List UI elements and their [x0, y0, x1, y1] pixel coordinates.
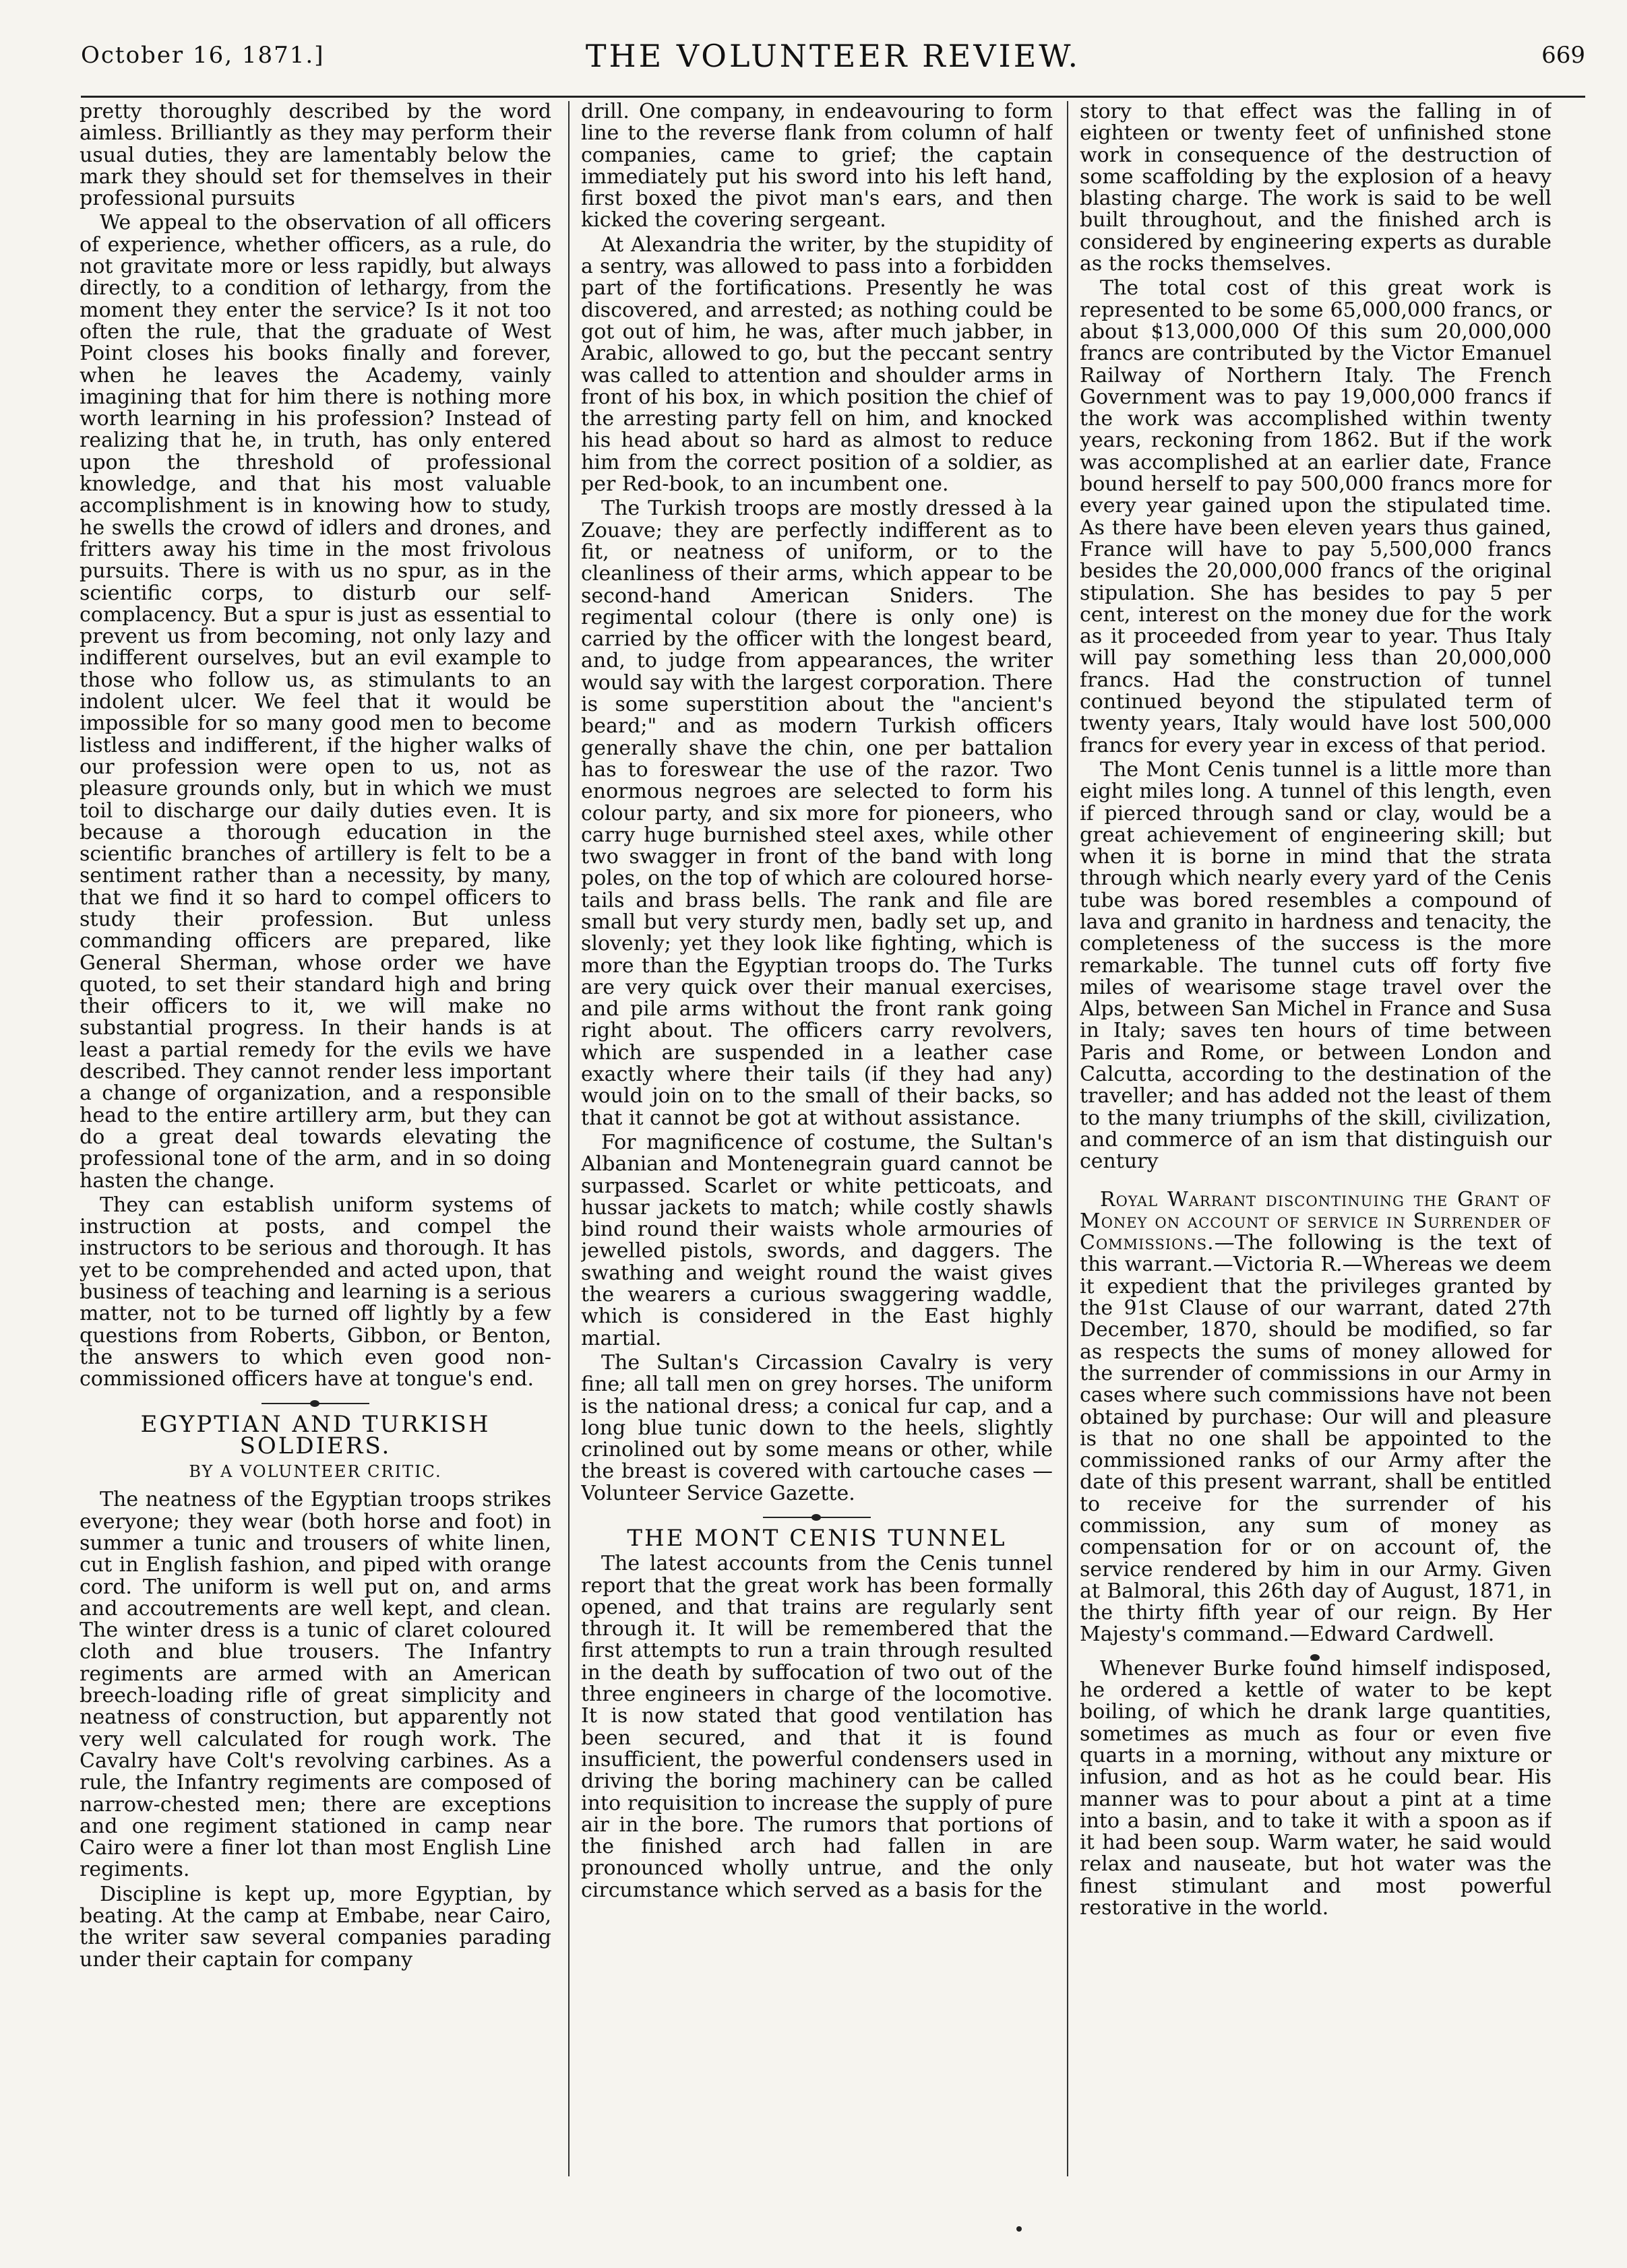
warrant-text: —The following is the text of this warrant.—Victoria R.—Whereas we deem it expedient that the privileges granted by the 91st Clause of our warrant, dated 27th December, 1870, should be modified, so far as respects the sums of money allowed for the surrender of commissions in our Army in cases where such commissions have not been obtained by purchase: Our will and pleasure is that no one shall be appointed to the commissioned ranks of our Army after the date of this present warrant, shall be entitled to receive for the surrender of his commission, any sum of money as compensation for or on account of, the service rendered by him in our Army. Given at Balmoral, this 26th day of August, 1871, in the thirty fifth year of our reign. By Her Majesty's command.—Edward Cardwell.	[1080, 1231, 1552, 1647]
column-3	[1080, 101, 1552, 2176]
article-heading: THE MONT CENIS TUNNEL	[627, 1525, 1007, 1552]
paragraph	[1080, 1189, 1552, 1646]
paragraph: The latest accounts from the Cenis tunnel report that the great work has been formally opened, and that trains are regularly sent through it. It will be remembered that the first attempts to run a train through resulted in the death by suffocation of two out of the three engineers in charge of the locomotive. It is now stated that good ventilation has been secured, and that it is found insufficient, the powerful condensers used in driving the boring machinery can be called into requisition to increase the supply of pure air in the bore. The rumors that portions of the finished arch had fallen in are pronounced wholly untrue, and the only circumstance which served as a basis for the	[581, 1552, 1053, 1902]
publication-title: THE VOLUNTEER REVIEW.	[585, 38, 1081, 74]
paragraph: They can establish uniform systems of instruction at posts, and compel the instructors to be serious and thorough. It has yet to be comprehended and acted upon, that business of teaching and learning is a serious matter, not to be turned off lightly by a few questions from Roberts, Gibbon, or Benton, the answers to which even good non-commissioned officers have at tongue's end.	[80, 1193, 551, 1391]
article-byline: BY A VOLUNTEER CRITIC.	[189, 1462, 442, 1482]
section-divider	[262, 1403, 369, 1404]
paragraph: For magnificence of costume, the Sultan's Albanian and Montenegrain guard cannot be surpassed. Scarlet or white petticoats, and hussar jackets to match; while costly shawls bind round their waists whole armouries of jewelled pistols, swords, and daggers. The swathing and weight round the waist gives the wearers a curious swaggering waddle, which is considered in the East highly martial.	[581, 1130, 1053, 1350]
column-2	[581, 101, 1053, 2176]
paragraph: pretty thoroughly described by the word aimless. Brilliantly as they may perform their usual duties, they are lamentably below the mark they should set for themselves in their professional pursuits	[80, 101, 551, 211]
column-rule	[568, 101, 570, 2176]
paragraph: The total cost of this great work is represented to be some 65,000,000 francs, or about $13,000,000 Of this sum 20,000,000 francs are contributed by the Victor Emanuel Railway of Northern Italy. The French Government was to pay 19,000,000 francs if the work was accomplished within twenty years, reckoning from 1862. But if the work was accomplished at an earlier date, France bound herself to pay 500,000 francs more for every year gained upon the stipulated time. As there have been eleven years thus gained, France will have to pay 5,500,000 francs besides the 20,000,000 francs of the original stipulation. She has besides to pay 5 per cent, interest on the money due for the work as it proceeded from year to year. Thus Italy will pay something less than 20,000,000 francs. Had the construction of tunnel continued beyond the stipulated term of twenty years, Italy would have lost 500,000 francs for every year in excess of that period.	[1080, 276, 1552, 757]
warrant-heading: Royal Warrant discontinuing the Grant of Money on account of service in Surrender of Commissions.	[1080, 1187, 1552, 1255]
paragraph: The neatness of the Egyptian troops strikes everyone; they wear (both horse and foot) in summer a tunic and trousers of white linen, cut in English fashion, and piped with orange cord. The uniform is well put on, and arms and accoutrements are well kept, and clean. The winter dress is a tunic of claret coloured cloth and blue trousers. The Infantry regiments are armed with an American breech-loading rifle of great simplicity and neatness of construction, but apparently not very well calculated for rough work. The Cavalry have Colt's revolving carbines. As a rule, the Infantry regiments are composed of narrow-chested men; there are exceptions and one regiment stationed in camp near Cairo were a finer lot than most English Line regiments.	[80, 1488, 551, 1882]
paragraph: We appeal to the observation of all officers of experience, whether officers, as a rule, do not gravitate more or less rapidly, but always directly, to a condition of lethargy, from the moment they enter the service? Is it not too often the rule, that the graduate of West Point closes his books finally and forever, when he leaves the Academy, vainly imagining that for him there is nothing more worth learning in his profession? Instead of realizing that he, in truth, has only entered upon the threshold of professional knowledge, and that his most valuable accomplishment is in knowing how to study, he swells the crowd of idlers and drones, and fritters away his time in the most frivolous pursuits. There is with us no spur, as in the scientific corps, to disturb our self-complacency. But a spur is just as essential to prevent us from becoming, not only lazy and indifferent ourselves, but an evil example to those who follow us, as stimulants to an indolent ulcer. We feel that it would be impossible for so many good men to become listless and indifferent, if the higher walks of our profession were open to us, not as pleasure grounds only, but in which we must toil to discharge our daily duties even. It is because a thorough education in the scientific branches of artillery is felt to be a sentiment rather than a necessity, by many, that we find it so hard to compel officers to study their profession. But unless commanding officers are prepared, like General Sherman, whose order we have quoted, to set their standard high and bring their officers to it, we will make no substantial progress. In their hands is at least a partial remedy for the evils we have described. They cannot render less important a change of organization, and a responsible head to the entire artillery arm, but they can do a great deal towards elevating the professional tone of the arm, and in so doing hasten the change.	[80, 211, 551, 1193]
ink-mark	[1016, 2226, 1022, 2232]
paragraph: At Alexandria the writer, by the stupidity of a sentry, was allowed to pass into a forbidden part of the fortifications. Presently he was discovered, and arrested; as nothing could be got out of him, he was, after much jabber, in Arabic, allowed to go, but the peccant sentry was called to attention and shoulder arms in front of his box, in which position the chief of the arresting party fell on him, and knocked his head about so hard as almost to reduce him from the correct position of a soldier, as per Red-book, to an incumbent one.	[581, 232, 1053, 497]
issue-date: October 16, 1871.]	[81, 42, 325, 69]
paragraph: The Sultan's Circassion Cavalry is very fine; all tall men on grey horses. The uniform is the national dress; a conical fur cap, and a long blue tunic down to the heels, slightly crinolined out by some means or other, while the breast is covered with cartouche cases — Volunteer Service Gazette.	[581, 1350, 1053, 1505]
paragraph: The Mont Cenis tunnel is a little more than eight miles long. A tunnel of this length, even if pierced through sand or clay, would be a great achievement of engineering skill; but when it is borne in mind that the strata through which nearly every yard of the Cenis tube was bored resembles a compound of lava and granito in hardness and tenacity, the completeness of the success is the more remarkable. The tunnel cuts off forty five miles of wearisome stage travel over the Alps, between San Michel in France and Susa in Italy; saves ten hours of time between Paris and Rome, or between London and Calcutta, according to the destination of the traveller; and has added not the least of them to the many triumphs of the skill, civilization, and commerce of an ism that distinguish our century	[1080, 757, 1552, 1174]
column-1	[80, 101, 551, 2176]
page-header	[81, 35, 1585, 98]
paragraph: Whenever Burke found himself indisposed, he ordered a kettle of water to be kept boiling, of which he drank large quantities, sometimes as much as four or even five quarts in a morning, without any mixture or infusion, and as hot as he could bear. His manner was to pour about a pint at a time into a basin, and to take it with a spoon as if it had been soup. Warm water, he said would relax and nauseate, but hot water was the finest stimulant and most powerful restorative in the world.	[1080, 1656, 1552, 1920]
article-heading: EGYPTIAN AND TURKISH SOLDIERS.	[140, 1410, 491, 1459]
paragraph: story to that effect was the falling in of eighteen or twenty feet of unfinished stone work in consequence of the destruction of some scaffolding by the explosion of a heavy blasting charge. The work is said to be well built throughout, and the finished arch is considered by engineering experts as durable as the rocks themselves.	[1080, 101, 1552, 276]
section-divider	[763, 1517, 871, 1518]
column-rule	[1067, 101, 1068, 2176]
paragraph: drill. One company, in endeavouring to form line to the reverse flank from column of half companies, came to grief; the captain immediately put his sword into his left hand, first boxed the pivot man's ears, and then kicked the covering sergeant.	[581, 101, 1053, 232]
page-number: 669	[1541, 42, 1585, 69]
paragraph: The Turkish troops are mostly dressed à la Zouave; they are perfectly indifferent as to fit, or neatness of uniform, or to the cleanliness of their arms, which appear to be second-hand American Sniders. The regimental colour (there is only one) is carried by the officer with the longest beard, and, to judge from appearances, the writer would say with the largest corporation. There is some superstition about the "ancient's beard;" and as modern Turkish officers generally shave the chin, one per battalion has to foreswear the use of the razor. Two enormous negroes are selected to form his colour party, and six more for pioneers, who carry huge burnished steel axes, while other two swagger in front of the band with long poles, on the top of which are coloured horse-tails and brass bells. The rank and file are small but very sturdy men, badly set up, and slovenly; yet they look like fighting, which is more than the Egyptian troops do. The Turks are very quick over their manual exercises, and pile arms without the front rank going right about. The officers carry revolvers, which are suspended in a leather case exactly where their tails (if they had any) would join on to the small of their backs, so that it cannot be got at without assistance.	[581, 497, 1053, 1130]
paragraph: Discipline is kept up, more Egyptian, by beating. At the camp at Embabe, near Cairo, the writer saw several companies parading under their captain for company	[80, 1882, 551, 1972]
